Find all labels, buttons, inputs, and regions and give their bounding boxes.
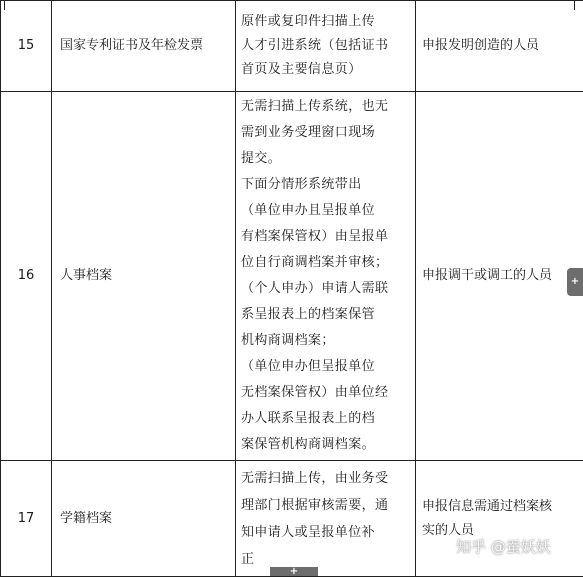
- requirement-line: 原件或复印件扫描上传: [241, 10, 411, 34]
- requirement-line: 无档案保管权）由单位经: [241, 380, 411, 406]
- scope-line: 申报信息需通过档案核: [422, 495, 583, 519]
- row-number: 15: [1, 1, 52, 92]
- submission-requirement: [236, 92, 416, 461]
- requirement-line: 办人联系呈报表上的档: [241, 406, 411, 432]
- scope-line: 实的人员: [422, 519, 583, 543]
- requirement-line: 无需扫描上传，由业务受: [241, 465, 411, 492]
- requirement-line: 理部门根据审核需要，通: [241, 492, 411, 519]
- applicable-scope: [416, 461, 583, 577]
- requirement-line: 有档案保管权）由呈报单: [241, 224, 411, 250]
- requirement-line: 系呈报表上的档案保管: [241, 302, 411, 328]
- table-row: [1, 461, 583, 577]
- requirement-line: 正: [241, 546, 411, 573]
- requirement-line: 人才引进系统（包括证书: [241, 34, 411, 58]
- watermark-text: 知乎 @蚕妖妖: [456, 536, 551, 557]
- submission-requirement: [236, 461, 416, 577]
- requirement-line: （单位申办但呈报单位: [241, 354, 411, 380]
- material-name: 人事档案: [52, 92, 236, 461]
- row-number: 17: [1, 461, 52, 577]
- material-name: 学籍档案: [52, 461, 236, 577]
- requirement-line: 提交。: [241, 146, 411, 172]
- requirement-line: （单位申办且呈报单位: [241, 198, 411, 224]
- table-expand-handle-right[interactable]: [567, 268, 583, 296]
- table-expand-handle-bottom[interactable]: [270, 567, 318, 576]
- submission-requirement: [236, 1, 416, 92]
- requirement-line: 案保管机构商调档案。: [241, 432, 411, 458]
- requirement-line: 无需扫描上传系统，也无: [241, 94, 411, 120]
- material-name: 国家专利证书及年检发票: [52, 1, 236, 92]
- applicable-scope: 申报调干或调工的人员: [416, 92, 583, 461]
- plus-icon: +: [571, 277, 579, 287]
- row-number: 16: [1, 92, 52, 461]
- requirement-line: 需到业务受理窗口现场: [241, 120, 411, 146]
- table-row: [1, 1, 583, 92]
- plus-icon: +: [290, 567, 298, 577]
- requirement-line: （个人申办）申请人需联: [241, 276, 411, 302]
- requirement-line: 首页及主要信息页）: [241, 58, 411, 82]
- requirement-line: 机构商调档案；: [241, 328, 411, 354]
- table-row: [1, 92, 583, 461]
- requirement-line: 下面分情形系统带出: [241, 172, 411, 198]
- applicable-scope: 申报发明创造的人员: [416, 1, 583, 92]
- requirement-line: 知申请人或呈报单位补: [241, 519, 411, 546]
- requirement-line: 位自行商调档案并审核；: [241, 250, 411, 276]
